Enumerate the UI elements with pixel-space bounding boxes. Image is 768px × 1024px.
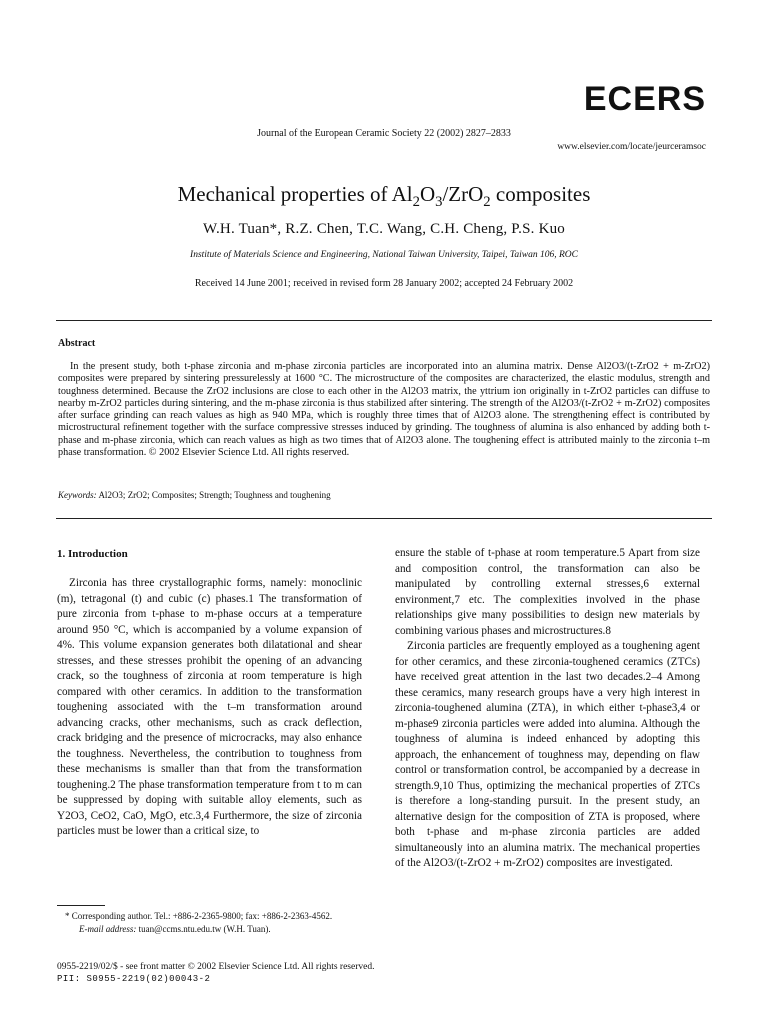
intro-paragraph-1: Zirconia has three crystallographic forms, namely: monoclinic (m), tetragonal (t) and cubic (c) phases.1 The transformation of pure zirconia from t-phase to m-phase occurs at a temperature around 950 °C, which is accompanied by a volume expansion of 4%. This volume expansion generates both dilatational and shear stresses, and these stresses prohibit the opening of an advancing crack, so the toughness of zirconia at room temperature is high compared with other ceramics. In addition to the transformation toughening associated with the t–m transformation around advancing cracks, other mechanisms, such as crack deflection, crack bridging and the presence of microcracks, may also enhance the toughness. Nevertheless, the contribution to toughness from these mechanisms is smaller than that from the transformation toughening.2 The phase transformation temperature from t to m can be suppressed by doping with suitable alloy elements, such as Y2O3, CeO2, CaO, MgO, etc.3,4 Furthermore, the size of zirconia particles must be lower than a critical size, to (57, 577, 362, 837)
front-matter: 0955-2219/02/$ - see front matter © 2002 Elsevier Science Ltd. All rights reserved. (57, 962, 375, 972)
intro-paragraph-2: ensure the stable of t-phase at room temperature.5 Apart from size and composition control, the transformation can also be manipulated by controlling external stresses,6 external environment,7 etc. The complexities involved in the phase relationships give many possibilities to design new materials by combining various phases and microstructures.8 (395, 547, 700, 637)
author-list: W.H. Tuan*, R.Z. Chen, T.C. Wang, C.H. Cheng, P.S. Kuo (203, 221, 565, 237)
footnote (57, 910, 362, 935)
divider-bottom (56, 518, 712, 519)
email-address[interactable]: tuan@ccms.ntu.edu.tw (W.H. Tuan). (138, 923, 271, 934)
intro-paragraph-3: Zirconia particles are frequently employed as a toughening agent for other ceramics, and these zirconia-toughened ceramics (ZTCs) have received great attention in the last two decades.2–4 Among these ceramics, many research groups have a very high interest in zirconia-toughened alumina (ZTA), in which either t-phase3,4 or m-phase9 zirconia particles were added into alumina. Although the toughness of alumina is indeed enhanced by adopting this approach, the enhancement of toughness may, depending on flaw control or transformation control, be accompanied by a decrease in strength.9,10 Thus, optimizing the mechanical properties of ZTCs is therefore a long-standing pursuit. In the present study, an alternative design for the composition of ZTA is proposed, where both t-phase and m-phase zirconia particles are added simultaneously into an alumina matrix. The mechanical properties of the Al2O3/(t-ZrO2 + m-ZrO2) composites are investigated. (395, 640, 700, 869)
footnote-rule (57, 905, 105, 906)
journal-url[interactable]: www.elsevier.com/locate/jeurceramsoc (557, 142, 706, 152)
body-right-column (395, 546, 700, 872)
body-left-column (57, 576, 362, 840)
keywords-label: Keywords: (58, 490, 97, 500)
abstract-heading: Abstract (58, 338, 96, 349)
affiliation: Institute of Materials Science and Engineering, National Taiwan University, Taipei, Taiwan 106, ROC (190, 250, 578, 260)
abstract-text: In the present study, both t-phase zirconia and m-phase zirconia particles are incorporated into an alumina matrix. Dense Al2O3/(t-ZrO2 + m-ZrO2) composites were prepared by sintering pressurelessly at 1600 °C. The microstructure of the composites are characterized, the elastic modulus, strength and toughness determined. Because the ZrO2 inclusions are close to each other in the Al2O3 matrix, the yttrium ion originally in t-ZrO2 particles can diffuse to nearby m-ZrO2 particles during sintering, and the m-phase zirconia is thus stabilized after sintering. The strength of the Al2O3/(t-ZrO2 + m-ZrO2) composites after surface grinding can reach values as high as 940 MPa, which is roughly three times that of Al2O3 alone. The strengthening effect is contributed by microstructural refinement together with the surface compressive stresses induced by grinding. The toughness of alumina is also enhanced by adding both t-phase and m-phase zirconia, which can reach values as high as two times that of Al2O3 alone. The toughening effect is attributed mainly to the zirconia t–m phase transformation. © 2002 Elsevier Science Ltd. All rights reserved. (58, 361, 710, 459)
imprint (57, 961, 374, 985)
email-label: E-mail address: (79, 923, 137, 934)
divider-top (56, 320, 712, 321)
publisher-logo: ECERS (583, 80, 706, 118)
journal-citation: Journal of the European Ceramic Society 22 (2002) 2827–2833 (257, 128, 511, 139)
keywords (58, 490, 331, 500)
email-line (57, 923, 362, 936)
paper-title: Mechanical properties of $Al_2O_3/ZrO_2$ composites (177, 182, 591, 211)
pii-code: PII: S0955-2219(02)00043-2 (57, 974, 211, 984)
keywords-list: Al2O3; ZrO2; Composites; Strength; Toughness and toughening (98, 490, 331, 500)
received-dates: Received 14 June 2001; received in revised form 28 January 2002; accepted 24 February 2002 (194, 278, 574, 289)
section-heading: 1. Introduction (57, 548, 128, 560)
corresponding-author: * Corresponding author. Tel.: +886-2-2365-9800; fax: +886-2-2363-4562. (65, 911, 333, 921)
